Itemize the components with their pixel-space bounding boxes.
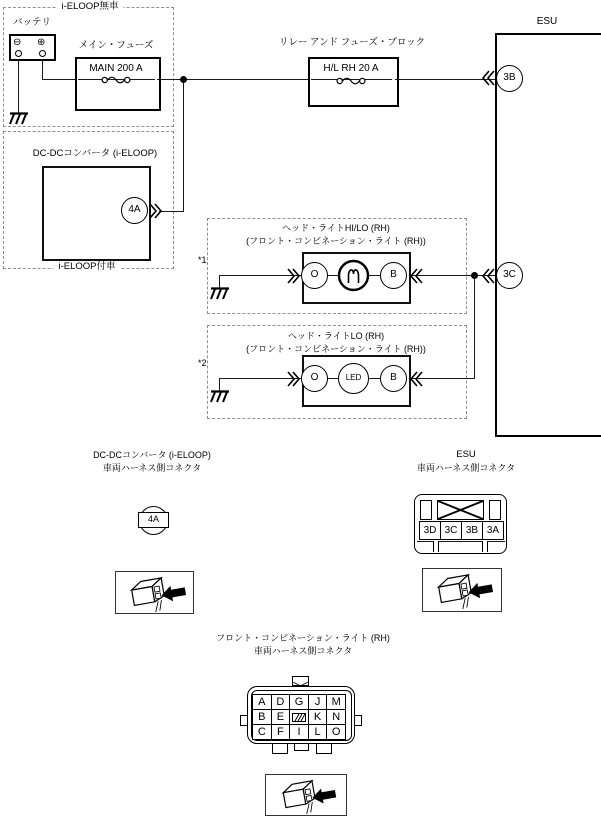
headlight-lo-title-line2: (フロント・コンビネーション・ライト (RH)) [246, 344, 426, 354]
double-chevron-left-icon [409, 370, 423, 388]
fcl-connector-latch [292, 676, 309, 686]
battery-minus-terminal-icon: ⊖ [13, 37, 22, 48]
headlight-hilo-title-line2: (フロント・コンビネーション・ライト (RH)) [246, 236, 426, 246]
double-chevron-left-icon [409, 267, 423, 285]
relay-fuse-block-title: リレー アンド フューズ・ブロック [278, 37, 426, 48]
fuse-icon [100, 74, 132, 86]
fuse-icon [335, 75, 367, 87]
battery-post-icon [15, 50, 22, 57]
headlight-lo-pin-o: O [301, 365, 328, 392]
pin-cell-g: G [290, 695, 309, 710]
pin-cell-n: N [327, 710, 346, 725]
connector-3d-icon [272, 777, 340, 814]
main-fuse-title: メイン・フューズ [78, 40, 154, 51]
pin-cell-c: C [253, 725, 272, 740]
blocked-cavity-icon [292, 713, 306, 722]
wire-segment [18, 57, 19, 113]
double-chevron-left-icon [481, 69, 495, 87]
pin-cell-l: L [309, 725, 328, 740]
esu-connector-title-line1: ESU [456, 449, 476, 460]
dcdc-connector-pin-4a: 4A [138, 512, 169, 528]
headlight-hilo-pin-o: O [301, 262, 328, 289]
ground-icon [209, 390, 231, 403]
esu-connector-title-line2: 車両ハーネス側コネクタ [416, 463, 516, 473]
main-fuse-value: MAIN 200 A [89, 63, 143, 74]
double-chevron-right-icon [149, 202, 163, 220]
esu-box [495, 33, 601, 437]
double-chevron-right-icon [287, 267, 301, 285]
headlight-hilo-title-line1: ヘッド・ライトHI/LO (RH) [282, 223, 390, 233]
pin-cell-d: D [272, 695, 291, 710]
esu-cell-3d: 3D [420, 522, 441, 540]
esu-connector-cells [419, 521, 504, 540]
esu-connector-post [420, 500, 432, 520]
wire-segment [42, 79, 75, 80]
double-chevron-right-icon [287, 370, 301, 388]
x-mark-icon [438, 501, 483, 519]
pin-cell-k: K [309, 710, 328, 725]
pin-cell-b: B [253, 710, 272, 725]
wire-segment [395, 79, 495, 80]
ground-icon [209, 287, 231, 300]
fcl-connector-title-line2: 車両ハーネス側コネクタ [253, 646, 353, 656]
headlight-lo-pin-led: LED [338, 363, 369, 394]
pin-cell-i: I [290, 725, 309, 740]
fcl-connector-bottom-tab [316, 743, 332, 754]
dcdc-converter-title: DC-DCコンバータ (i-ELOOP) [32, 148, 158, 159]
pin-cell-j: J [309, 695, 328, 710]
esu-connector-bottom-line [417, 541, 505, 542]
headlight-lo-pin-b: B [380, 365, 407, 392]
esu-cell-3a: 3A [483, 522, 504, 540]
pin-cell-blocked [290, 710, 309, 725]
headlight-lo-title-line1: ヘッド・ライトLO (RH) [287, 331, 385, 341]
battery-label: バッテリ [12, 17, 52, 28]
pin-cell-o: O [327, 725, 346, 740]
fcl-connector-pin-grid [252, 694, 346, 740]
wire-junction-dot [180, 76, 187, 83]
dcdc-pin-4a: 4A [121, 197, 148, 224]
no-ieloop-label: i-ELOOP無車 [56, 1, 123, 13]
battery-plus-terminal-icon: ⊕ [37, 37, 46, 48]
pin-cell-m: M [327, 695, 346, 710]
esu-connector-notch [433, 541, 439, 552]
wire-segment [474, 275, 475, 379]
pin-cell-f: F [272, 725, 291, 740]
footnote-2: *2 [198, 358, 207, 368]
pin-cell-a: A [253, 695, 272, 710]
dcdc-connector-title-line1: DC-DCコンバータ (i-ELOOP) [93, 450, 211, 460]
footnote-1: *1 [198, 255, 207, 265]
with-ieloop-label: i-ELOOP付車 [53, 261, 120, 273]
esu-connector-keyway [437, 500, 484, 520]
fcl-connector-bottom-tab [272, 743, 288, 754]
fcl-connector-bottom-tab [294, 743, 309, 751]
esu-pin-3c: 3C [496, 262, 523, 289]
esu-connector-post [489, 500, 501, 520]
fcl-connector-title-line1: フロント・コンビネーション・ライト (RH) [216, 633, 390, 643]
dcdc-connector-title-line2: 車両ハーネス側コネクタ [102, 463, 202, 473]
fcl-connector-side-tab [354, 715, 362, 726]
connector-3d-icon [121, 574, 189, 612]
esu-connector-notch [482, 541, 488, 552]
ground-icon [8, 112, 30, 125]
esu-cell-3c: 3C [441, 522, 462, 540]
wire-junction-dot [471, 272, 478, 279]
wire-segment [183, 79, 184, 211]
pin-cell-e: E [272, 710, 291, 725]
harness-side-view-box [265, 774, 347, 816]
esu-pin-3b: 3B [496, 65, 523, 92]
double-chevron-left-icon [481, 267, 495, 285]
connector-3d-icon [428, 571, 496, 609]
esu-label: ESU [536, 16, 558, 27]
bulb-icon [336, 258, 371, 293]
headlight-hilo-pin-b: B [380, 262, 407, 289]
harness-side-view-box [115, 571, 194, 614]
harness-side-view-box [422, 568, 502, 612]
battery-post-icon [39, 50, 46, 57]
esu-cell-3b: 3B [462, 522, 483, 540]
hl-rh-fuse-value: H/L RH 20 A [323, 63, 379, 74]
